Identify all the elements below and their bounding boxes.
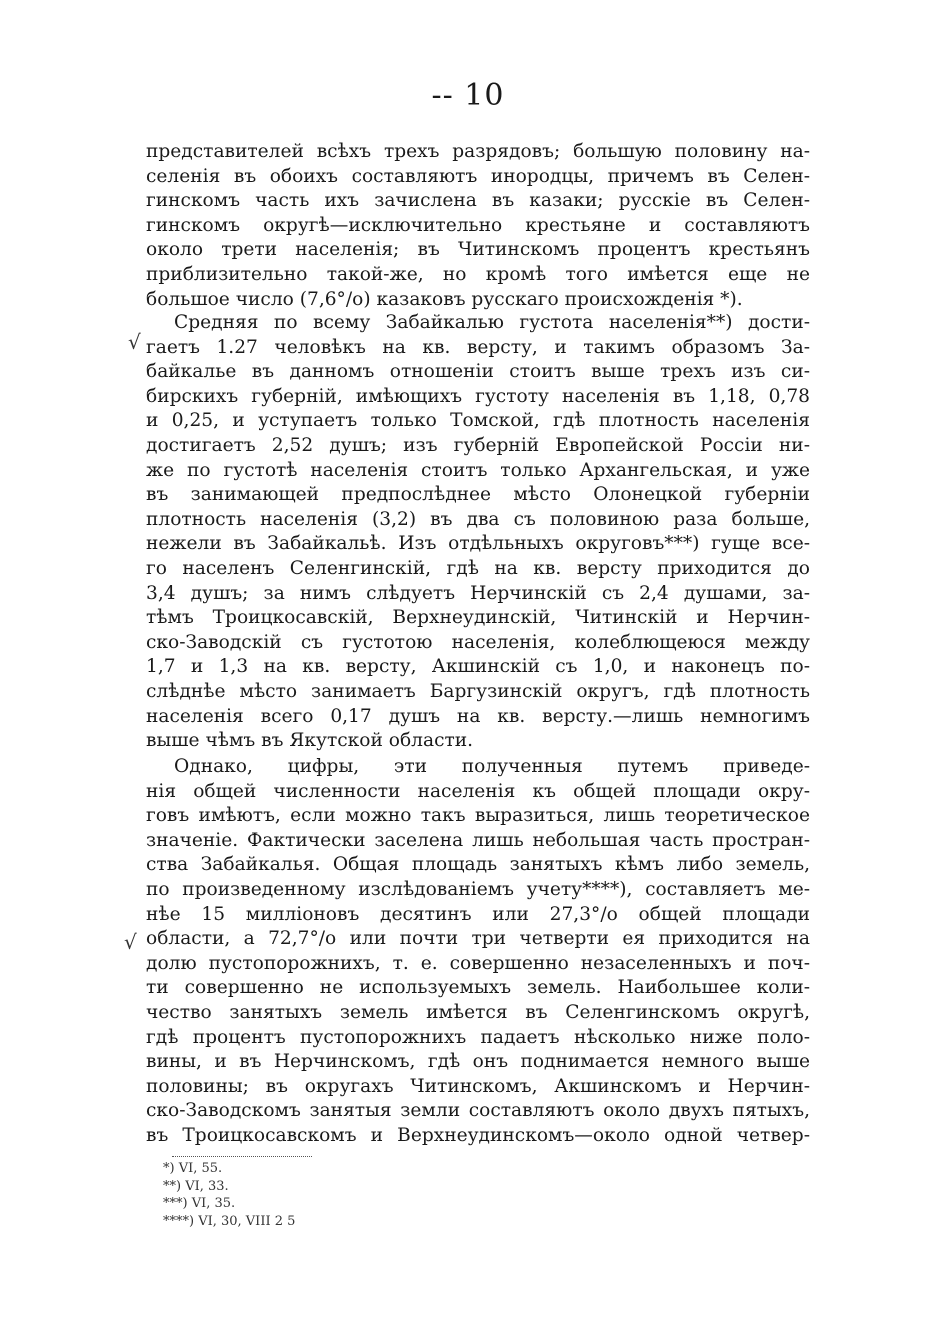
text-line: говъ имѣютъ, если можно такъ выразиться, лишь теоретическое: [146, 805, 810, 827]
text-line: ско-Заводскомъ занятыя земли составляютъ около двухъ пятыхъ,: [146, 1100, 810, 1122]
text-line: селенія въ обоихъ составляютъ инородцы, причемъ въ Селен-: [146, 165, 810, 187]
text-line: же по густотѣ населенія стоитъ только Архангельская, и уже: [146, 459, 810, 481]
text-line: байкалье въ данномъ отношеніи стоитъ выше трехъ изъ си-: [146, 361, 810, 383]
text-line: приблизительно такой-же, но кромѣ того имѣется еще не: [146, 263, 810, 285]
paragraph-1: [146, 140, 810, 312]
text-line: гдѣ процентъ пустопорожнихъ падаетъ нѣсколько ниже поло-: [146, 1026, 810, 1048]
text-line: нежели въ Забайкальѣ. Изъ отдѣльныхъ округовъ***) гуще все-: [146, 533, 810, 555]
text-line: долю пустопорожнихъ, т. е. совершенно незаселенныхъ и поч-: [146, 952, 810, 974]
text-line: большое число (7,6°/о) казаковъ русскаго происхожденія *).: [146, 288, 743, 310]
check-mark-icon: √: [124, 930, 137, 954]
text-line: тѣмъ Троицкосавскій, Верхнеудинскій, Читинскій и Нерчин-: [146, 607, 810, 629]
text-line: го населенъ Селенгинскій, гдѣ на кв. версту приходится до: [146, 557, 810, 579]
text-line: значеніе. Фактически заселена лишь небольшая часть простран-: [146, 829, 810, 851]
text-line: нѣе 15 милліоновъ десятинъ или 27,3°/о общей площади: [146, 903, 810, 925]
text-line: 1,7 и 1,3 на кв. версту, Акшинскій съ 1,0, и наконецъ по-: [146, 656, 810, 678]
footnotes: [163, 1160, 295, 1230]
paragraph-2: [146, 311, 810, 754]
text-line: слѣднѣе мѣсто занимаетъ Баргузинскій округъ, гдѣ плотность: [146, 680, 810, 702]
text-line: гинскомъ округѣ—исключительно крестьяне и составляютъ: [146, 214, 810, 236]
footnote-divider: [172, 1156, 312, 1157]
check-mark-icon: √: [128, 330, 141, 354]
text-line: ти совершенно не используемыхъ земель. Наибольшее коли-: [146, 977, 810, 999]
text-line: достигаетъ 2,52 душъ; изъ губерній Европейской Россіи ни-: [146, 434, 810, 456]
footnote: ****) VI, 30, VIII 2 5: [163, 1213, 296, 1229]
paragraph-3: [146, 755, 810, 1149]
text-line: чество занятыхъ земель имѣется въ Селенгинскомъ округѣ,: [146, 1001, 810, 1023]
text-line: въ занимающей предпослѣднее мѣсто Олонецкой губерніи: [146, 484, 810, 506]
text-line: выше чѣмъ въ Якутской области.: [146, 730, 474, 752]
text-line: бирскихъ губерній, имѣющихъ густоту населенія въ 1,18, 0,78: [146, 385, 810, 407]
text-line: области, а 72,7°/о или почти три четверти ея приходится на: [146, 928, 810, 950]
text-line: плотность населенія (3,2) въ два съ половиною раза больше,: [146, 508, 810, 530]
text-line: ства Забайкалья. Общая площадь занятыхъ кѣмъ либо земель,: [146, 854, 810, 876]
footnote: **) VI, 33.: [163, 1178, 229, 1194]
text-line: представителей всѣхъ трехъ разрядовъ; большую половину на-: [146, 141, 810, 162]
text-line: гинскомъ часть ихъ зачислена въ казаки; русскіе въ Селен-: [146, 190, 810, 212]
text-line: въ Троицкосавскомъ и Верхнеудинскомъ—около одной четвер-: [146, 1124, 810, 1146]
text-line: Однако, цифры, эти полученныя путемъ приведе-: [174, 756, 810, 777]
text-line: половины; въ округахъ Читинскомъ, Акшинскомъ и Нерчин-: [146, 1075, 810, 1097]
text-line: ско-Заводскій съ густотою населенія, колеблющеюся между: [146, 631, 810, 653]
text-line: населенія всего 0,17 душъ на кв. версту.—лишь немногимъ: [146, 705, 810, 727]
page-number: -- 10: [431, 78, 505, 113]
text-line: и 0,25, и уступаетъ только Томской, гдѣ плотность населенія: [146, 410, 810, 432]
text-line: вины, и въ Нерчинскомъ, гдѣ онъ поднимается немного выше: [146, 1051, 810, 1073]
text-line: 3,4 душъ; за нимъ слѣдуетъ Нерчинскій съ 2,4 душами, за-: [146, 582, 810, 604]
text-line: гаетъ 1.27 человѣкъ на кв. версту, и такимъ образомъ За-: [146, 336, 810, 358]
footnote: *) VI, 55.: [163, 1161, 223, 1176]
text-line: по произведенному изслѣдованіемъ учету****), составляетъ ме-: [146, 878, 810, 900]
footnote: ***) VI, 35.: [163, 1196, 236, 1211]
text-line: нія общей численности населенія къ общей площади окру-: [146, 780, 810, 802]
text-line: около трети населенія; въ Читинскомъ процентъ крестьянъ: [146, 239, 810, 261]
text-line: Средняя по всему Забайкалью густота населенія**) дости-: [174, 312, 810, 333]
